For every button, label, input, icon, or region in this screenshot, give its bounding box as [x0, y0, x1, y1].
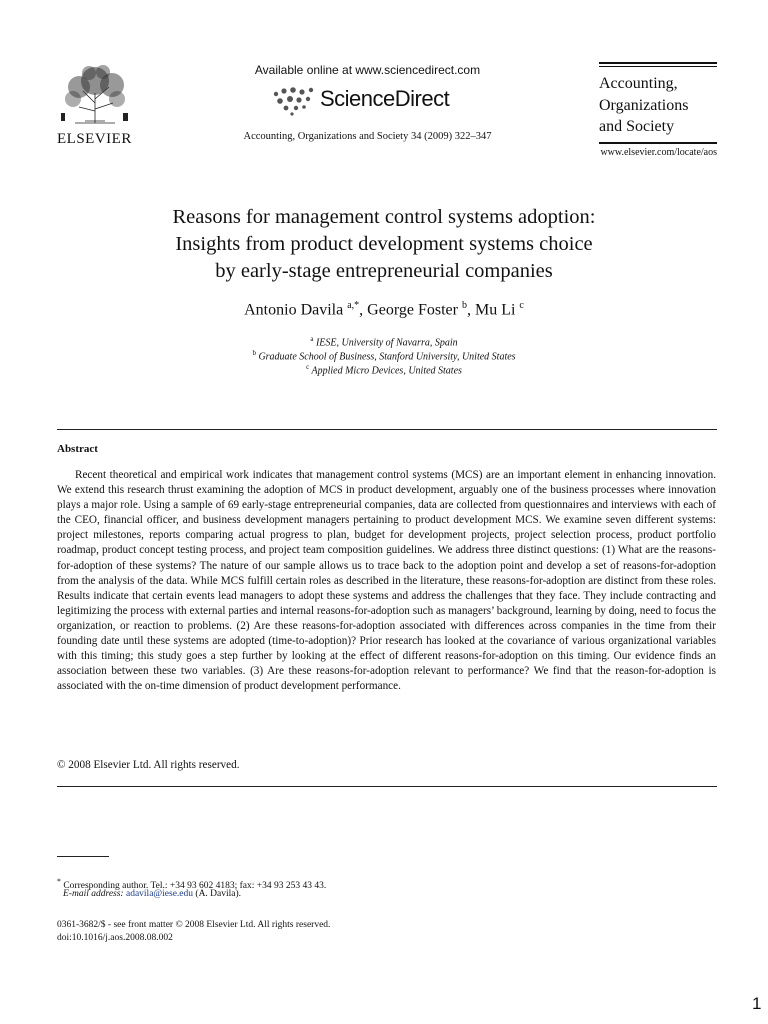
email-suffix: (A. Davila). — [195, 889, 242, 899]
publisher-name: ELSEVIER — [57, 131, 132, 147]
masthead-rule-bottom — [599, 142, 717, 144]
affiliation-mark: a — [310, 335, 314, 343]
affiliation-text: Graduate School of Business, Stanford University, United States — [258, 351, 516, 363]
masthead-rule-top-thin — [599, 66, 717, 67]
article-title — [80, 204, 688, 285]
journal-name-line: Accounting, — [599, 75, 678, 92]
author-affiliation-mark: c — [519, 300, 524, 311]
elsevier-tree-logo — [55, 63, 135, 125]
journal-masthead — [599, 62, 717, 144]
email-note — [57, 888, 723, 901]
affiliation — [80, 363, 688, 376]
abstract-heading: Abstract — [57, 443, 98, 455]
available-online-text[interactable]: Available online at www.sciencedirect.com — [254, 63, 481, 77]
masthead-rule-top — [599, 62, 717, 64]
author-name[interactable]: Mu Li — [474, 301, 516, 319]
abstract-paragraph: Recent theoretical and empirical work indicates that management control systems (MCS) are an important element in enhancing innovation. We extend this research thrust examining the adoption of MCS in product development, arguably one of the business processes where innovation plays a major role. Using a sample of 69 early-stage entrepreneurial companies, data are collected from questionnaires and interviews with each of the CEO, financial officer, and business development managers pertaining to product development MCS. We examine seven different systems: project milestones, reports comparing actual progress to plan, budget for development projects, project selection process, product portfolio roadmap, product concept testing process, and project team composition guidelines. We address three distinct questions: (1) What are the reasons-for-adoption of these systems? The nature of our sample allows us to trace back to the adoption point and develop a set of reasons-for-adoption from the analysis of the data. While MCS fulfill certain roles as described in the literature, these reasons-for-adoption are distinct from these roles. Results indicate that certain events lead managers to adopt these systems and address the challenges that they face. They include contracting and legitimizing the process with external parties and internal reasons-for-adoption such as managers’ background, learning by doing, need to focus the organization, or reaction to problems. (2) Are these reasons-for-adoption associated with differences across companies in the time from their founding date until these systems are adopted (time-to-adoption)? Prior research has looked at the covariance of various organizational variables with this timing; this study goes a step further by looking at the effect of different reasons-for-adoption on this timing. Our evidence finds an association between these two variables. (3) Are these reasons-for-adoption relevant to performance? We find that the reason-for-adoption is associated with the on-time dimension of product development performance. — [57, 469, 716, 693]
abstract-top-rule — [57, 429, 717, 430]
author-list: Antonio Davila $^{a,*}$, George Foster $^b$, Mu Li $^c$ — [244, 300, 524, 319]
journal-name-line: Organizations — [599, 96, 689, 114]
footnote-mark: * — [57, 877, 61, 886]
affiliation-text: Applied Micro Devices, United States — [311, 365, 462, 377]
abstract-bottom-rule — [57, 786, 717, 787]
page-number: 1 — [752, 994, 762, 1013]
journal-citation: Accounting, Organizations and Society 34 (2009) 322–347 — [243, 131, 492, 142]
email-label: E-mail address: — [63, 889, 124, 899]
doi-line[interactable]: doi:10.1016/j.aos.2008.08.002 — [57, 933, 173, 943]
journal-url[interactable]: www.elsevier.com/locate/aos — [600, 147, 717, 158]
journal-name-line: and Society — [599, 118, 675, 135]
affiliation-mark: c — [306, 363, 310, 371]
corresponding-author-text: Corresponding author. Tel.: +34 93 602 4183; fax: +34 93 253 43 43. — [63, 881, 327, 892]
affiliation — [80, 335, 688, 348]
author-affiliation-mark: b — [461, 300, 467, 311]
journal-name — [599, 73, 717, 138]
issn-line: 0361-3682/$ - see front matter © 2008 Elsevier Ltd. All rights reserved. — [57, 920, 331, 930]
author-name[interactable]: George Foster — [367, 301, 458, 319]
author-affiliation-mark: a,* — [347, 300, 360, 311]
title-line: by early-stage entrepreneurial companies — [215, 260, 553, 282]
affiliation — [80, 349, 688, 362]
author-name[interactable]: Antonio Davila — [244, 301, 344, 319]
footnote-rule — [57, 856, 109, 857]
sciencedirect-logo-text[interactable]: ScienceDirect — [320, 86, 450, 111]
affiliation-mark: b — [252, 349, 256, 357]
abstract-body — [57, 468, 716, 694]
email-link[interactable]: adavila@iese.edu — [125, 889, 194, 899]
title-line: Reasons for management control systems adoption: — [172, 206, 596, 228]
affiliation-text: IESE, University of Navarra, Spain — [315, 337, 458, 349]
copyright-notice: © 2008 Elsevier Ltd. All rights reserved. — [57, 759, 240, 771]
title-line: Insights from product development systems choice — [175, 233, 593, 255]
